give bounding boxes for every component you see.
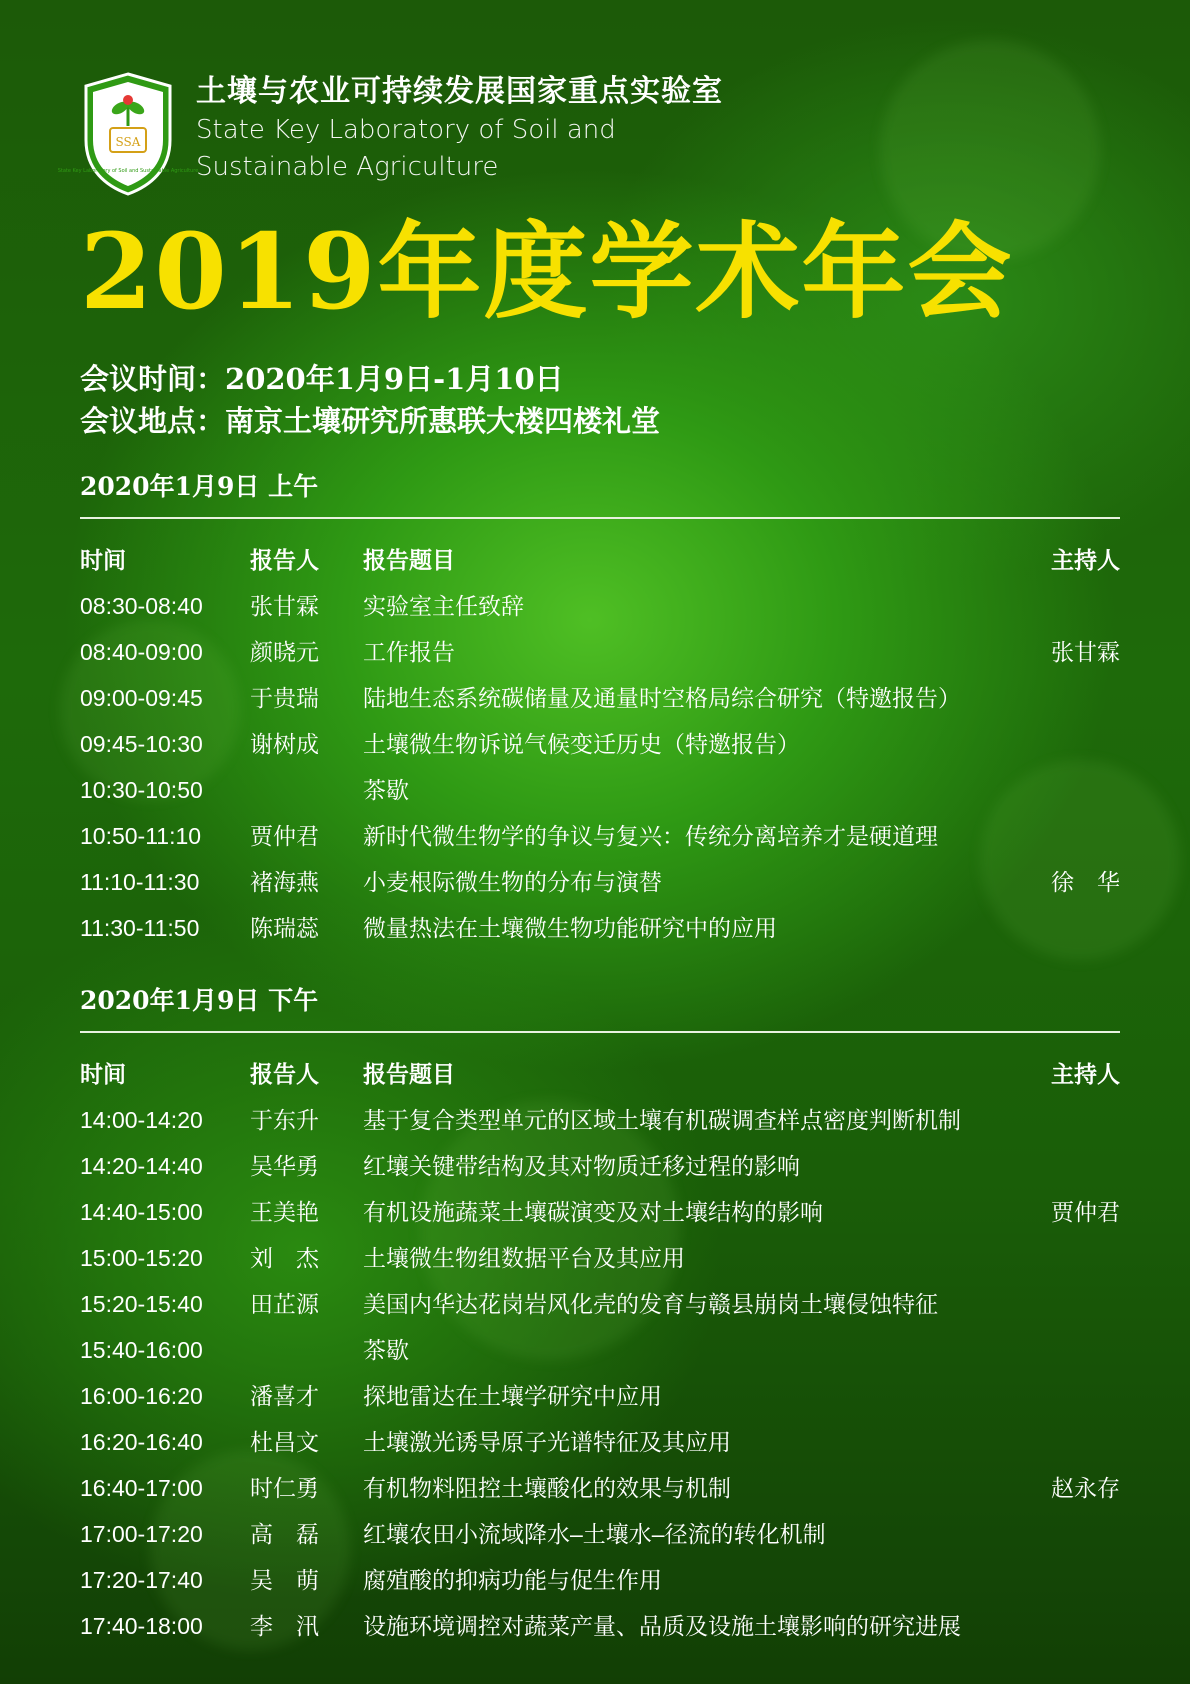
table-row (80, 1143, 1120, 1189)
topic-cell: 工作报告 (363, 639, 455, 665)
topic-cell: 实验室主任致辞 (363, 593, 524, 619)
table-row (80, 1419, 1120, 1465)
topic-cell: 有机设施蔬菜土壤碳演变及对土壤结构的影响 (363, 1199, 823, 1225)
speaker-cell: 高 磊 (250, 1521, 319, 1547)
divider (80, 517, 1120, 519)
time-cell: 14:20-14:40 (80, 1153, 203, 1179)
speaker-cell: 于东升 (250, 1107, 319, 1133)
time-cell: 14:00-14:20 (80, 1107, 203, 1133)
speaker-cell: 刘 杰 (250, 1245, 319, 1271)
divider (80, 1031, 1120, 1033)
page-title: 2019年度学术年会 (80, 210, 1014, 333)
table-row (80, 813, 1120, 859)
meeting-time-value: 2020年1月9日-1月10日 (225, 362, 564, 396)
topic-cell: 基于复合类型单元的区域土壤有机碳调查样点密度判断机制 (363, 1107, 961, 1133)
table-row (80, 629, 1120, 675)
time-cell: 09:45-10:30 (80, 731, 203, 757)
lab-name-block (196, 72, 723, 186)
topic-cell: 有机物料阻控土壤酸化的效果与机制 (363, 1475, 731, 1501)
lab-name-en-line2: Sustainable Agriculture (196, 152, 499, 182)
table-row (80, 859, 1120, 905)
table-row (80, 1281, 1120, 1327)
speaker-cell: 谢树成 (250, 731, 319, 757)
topic-cell: 陆地生态系统碳储量及通量时空格局综合研究（特邀报告） (363, 685, 961, 711)
topic-cell: 微量热法在土壤微生物功能研究中的应用 (363, 915, 777, 941)
lab-name-cn: 土壤与农业可持续发展国家重点实验室 (196, 74, 723, 109)
lab-name-en-line1: State Key Laboratory of Soil and (196, 115, 616, 145)
host-cell: 贾仲君 (1051, 1199, 1120, 1225)
lab-logo-icon (57, 72, 199, 196)
svg-text:SSA: SSA (115, 135, 141, 149)
time-cell: 15:40-16:00 (80, 1337, 203, 1363)
table-header-row (80, 537, 1120, 583)
time-cell: 10:50-11:10 (80, 823, 202, 849)
speaker-cell: 贾仲君 (250, 823, 319, 849)
table-row (80, 1327, 1120, 1373)
topic-cell: 红壤农田小流域降水–土壤水–径流的转化机制 (363, 1521, 826, 1547)
time-cell: 11:10-11:30 (80, 869, 200, 895)
speaker-cell: 王美艳 (250, 1199, 319, 1225)
schedule-table-afternoon (80, 1051, 1120, 1649)
table-row (80, 1511, 1120, 1557)
session-heading-afternoon: 2020年1月9日 下午 (80, 986, 319, 1015)
speaker-cell: 田芷源 (250, 1291, 319, 1317)
topic-cell: 小麦根际微生物的分布与演替 (363, 869, 662, 895)
time-cell: 17:20-17:40 (80, 1567, 203, 1593)
time-cell: 16:20-16:40 (80, 1429, 203, 1455)
table-row (80, 1235, 1120, 1281)
time-cell: 17:00-17:20 (80, 1521, 203, 1547)
speaker-cell: 褚海燕 (250, 869, 319, 895)
meeting-place-label: 会议地点： (80, 404, 226, 438)
table-row (80, 1465, 1120, 1511)
time-cell: 15:20-15:40 (80, 1291, 203, 1317)
meeting-place (80, 400, 660, 442)
topic-cell: 红壤关键带结构及其对物质迁移过程的影响 (363, 1153, 800, 1179)
host-cell: 徐 华 (1051, 869, 1120, 895)
meeting-place-value: 南京土壤研究所惠联大楼四楼礼堂 (225, 404, 661, 438)
speaker-cell: 颜晓元 (250, 639, 319, 665)
speaker-cell: 吴 萌 (250, 1567, 319, 1593)
speaker-cell: 陈瑞蕊 (250, 915, 319, 941)
speaker-cell: 潘喜才 (250, 1383, 319, 1409)
session-heading-morning: 2020年1月9日 上午 (80, 472, 319, 501)
speaker-cell: 时仁勇 (250, 1475, 319, 1501)
table-row (80, 767, 1120, 813)
topic-cell: 美国内华达花岗岩风化壳的发育与赣县崩岗土壤侵蚀特征 (363, 1291, 938, 1317)
table-header-row (80, 1051, 1120, 1097)
topic-cell: 土壤激光诱导原子光谱特征及其应用 (363, 1429, 731, 1455)
topic-cell: 茶歇 (363, 777, 409, 803)
host-cell: 赵永存 (1051, 1475, 1120, 1501)
time-cell: 17:40-18:00 (80, 1613, 203, 1639)
meeting-time (80, 358, 660, 400)
table-row (80, 1557, 1120, 1603)
column-header-time: 时间 (80, 547, 126, 573)
topic-cell: 土壤微生物组数据平台及其应用 (363, 1245, 685, 1271)
table-row (80, 675, 1120, 721)
time-cell: 15:00-15:20 (80, 1245, 203, 1271)
time-cell: 16:00-16:20 (80, 1383, 203, 1409)
speaker-cell: 于贵瑞 (250, 685, 319, 711)
column-header-host: 主持人 (1051, 547, 1120, 573)
speaker-cell: 吴华勇 (250, 1153, 319, 1179)
meeting-time-label: 会议时间： (80, 362, 226, 396)
topic-cell: 腐殖酸的抑病功能与促生作用 (363, 1567, 662, 1593)
table-row (80, 1603, 1120, 1649)
table-row (80, 1189, 1120, 1235)
column-header-time: 时间 (80, 1061, 126, 1087)
time-cell: 14:40-15:00 (80, 1199, 203, 1225)
speaker-cell: 杜昌文 (250, 1429, 319, 1455)
topic-cell: 探地雷达在土壤学研究中应用 (363, 1383, 662, 1409)
meeting-info (80, 358, 660, 442)
table-row (80, 1097, 1120, 1143)
column-header-speaker: 报告人 (250, 547, 319, 573)
column-header-topic: 报告题目 (363, 1061, 455, 1087)
column-header-topic: 报告题目 (363, 547, 455, 573)
time-cell: 16:40-17:00 (80, 1475, 203, 1501)
schedule-table-morning (80, 537, 1120, 951)
topic-cell: 新时代微生物学的争议与复兴：传统分离培养才是硬道理 (363, 823, 938, 849)
topic-cell: 土壤微生物诉说气候变迁历史（特邀报告） (363, 731, 800, 757)
time-cell: 08:30-08:40 (80, 593, 203, 619)
topic-cell: 设施环境调控对蔬菜产量、品质及设施土壤影响的研究进展 (363, 1613, 961, 1639)
time-cell: 09:00-09:45 (80, 685, 203, 711)
time-cell: 08:40-09:00 (80, 639, 203, 665)
speaker-cell: 李 汛 (250, 1613, 319, 1639)
lab-header (57, 72, 780, 202)
column-header-host: 主持人 (1051, 1061, 1120, 1087)
table-row (80, 583, 1120, 629)
table-row (80, 905, 1120, 951)
host-cell: 张甘霖 (1051, 639, 1120, 665)
table-row (80, 1373, 1120, 1419)
svg-text:State Key Laboratory of Soil a: State Key Laboratory of Soil and Sustainable Agriculture (57, 168, 199, 174)
table-row (80, 721, 1120, 767)
time-cell: 10:30-10:50 (80, 777, 203, 803)
column-header-speaker: 报告人 (250, 1061, 319, 1087)
speaker-cell: 张甘霖 (250, 593, 319, 619)
topic-cell: 茶歇 (363, 1337, 409, 1363)
time-cell: 11:30-11:50 (80, 915, 200, 941)
